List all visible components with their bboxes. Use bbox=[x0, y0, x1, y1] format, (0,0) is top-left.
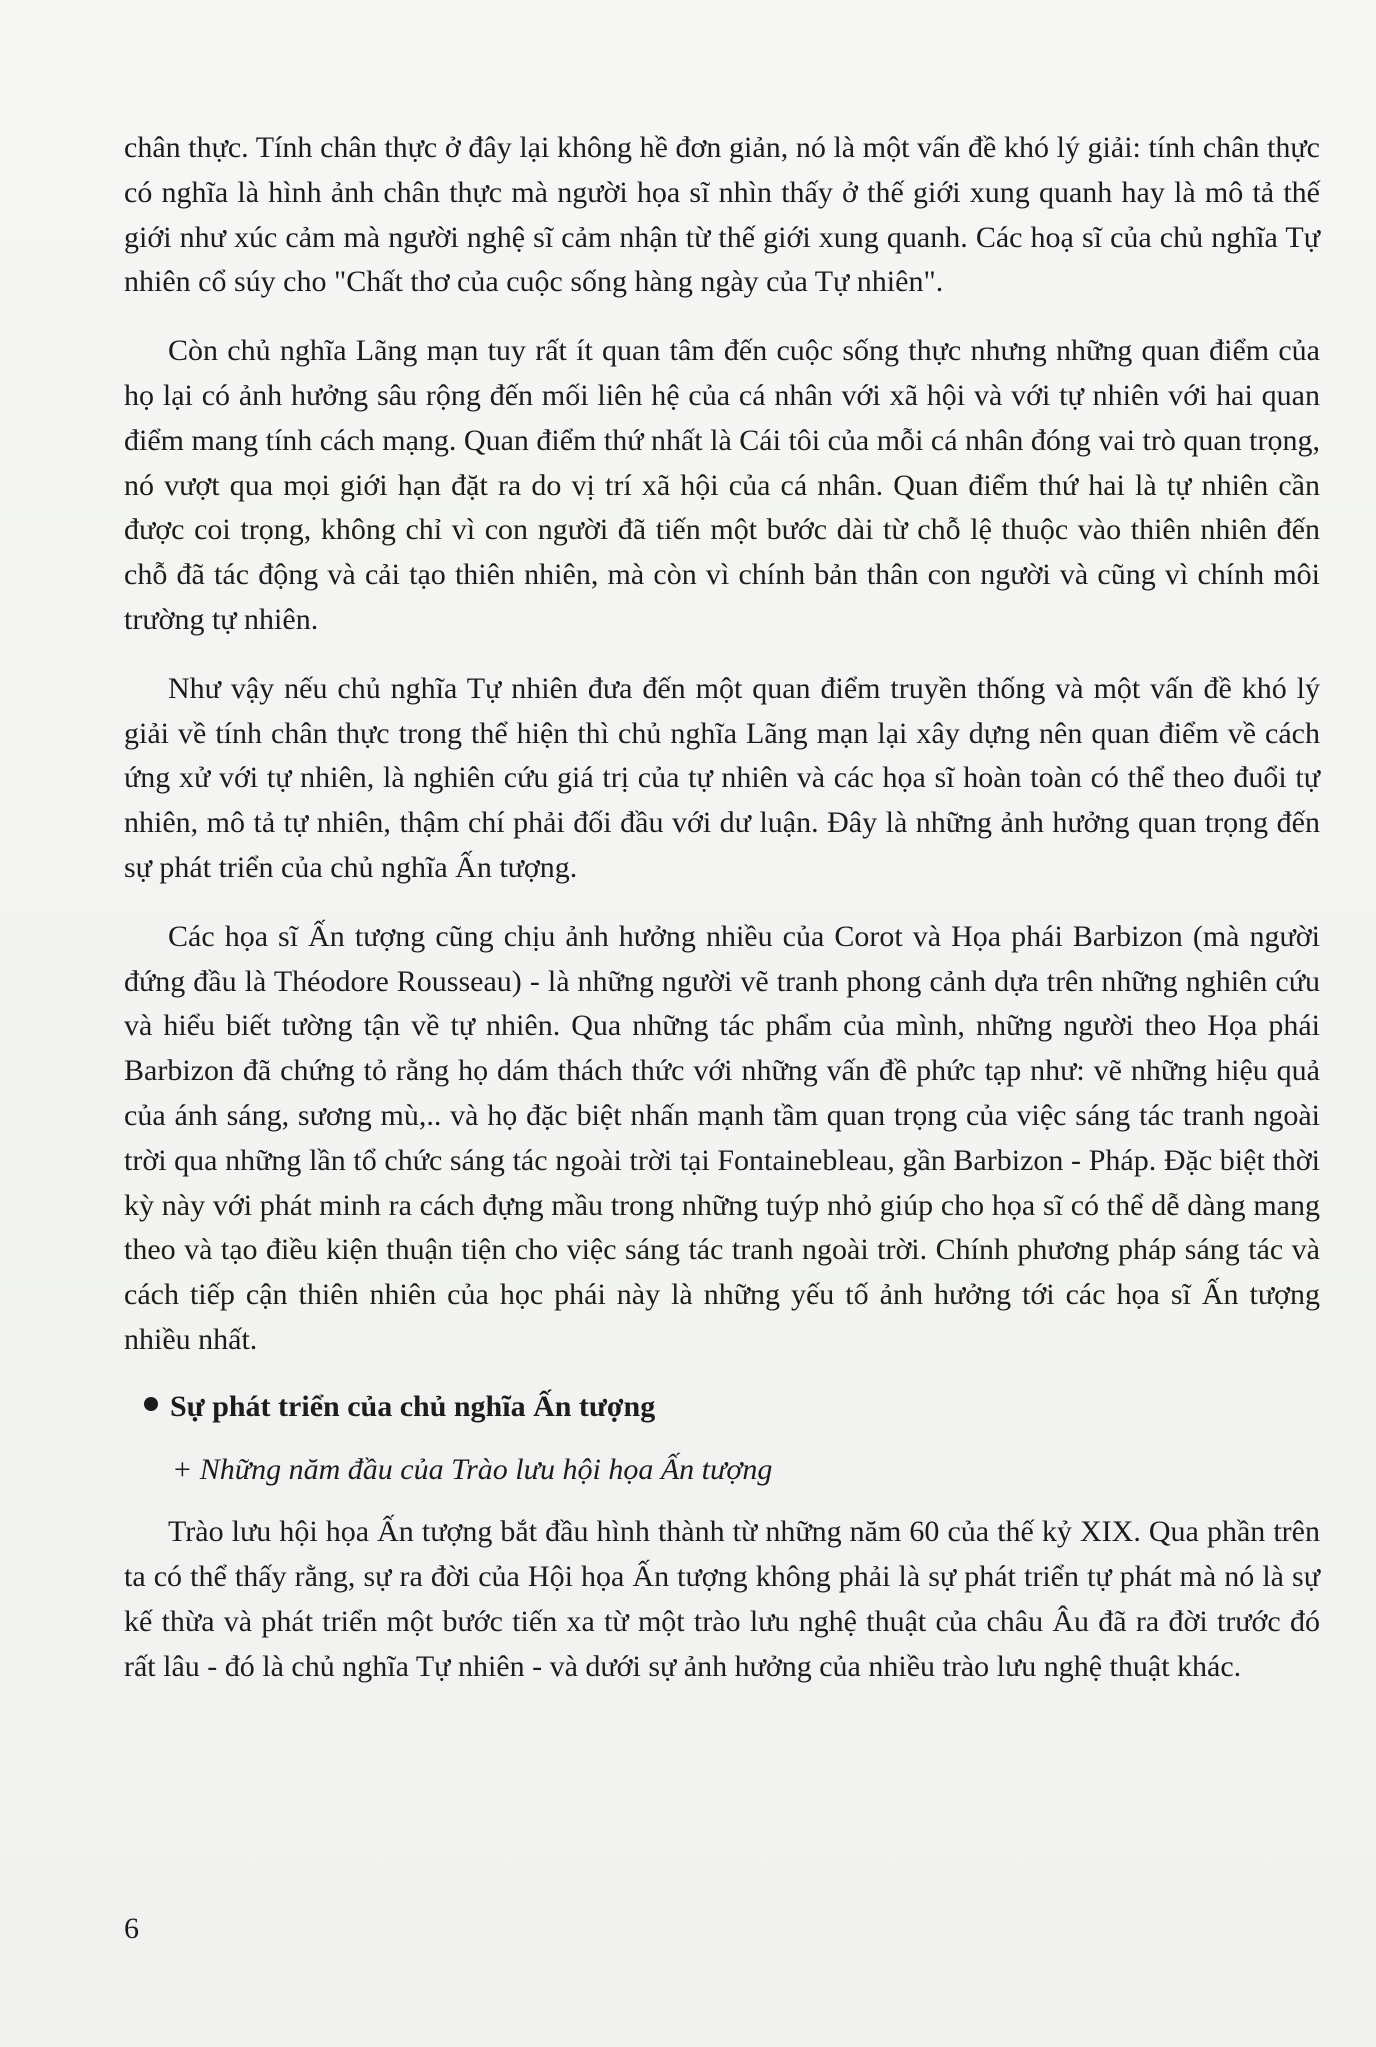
subheading: + Những năm đầu của Trào lưu hội họa Ấn tượng bbox=[172, 1452, 773, 1486]
paragraph-3: Như vậy nếu chủ nghĩa Tự nhiên đưa đến một quan điểm truyền thống và một vấn đề khó lý giải về tính chân thực trong thể hiện thì chủ nghĩa Lãng mạn lại xây dựng nên quan điểm về cách ứng xử với tự nhiên, là nghiên cứu giá trị của tự nhiên và các họa sĩ hoàn toàn có thể theo đuổi tự nhiên, mô tả tự nhiên, thậm chí phải đối đầu với dư luận. Đây là những ảnh hưởng quan trọng đến sự phát triển của chủ nghĩa Ấn tượng. bbox=[124, 671, 1320, 884]
paragraph-1: chân thực. Tính chân thực ở đây lại không hề đơn giản, nó là một vấn đề khó lý giải: tính chân thực có nghĩa là hình ảnh chân thực mà người họa sĩ nhìn thấy ở thế giới xung quanh hay là mô tả thế giới như xúc cảm mà người nghệ sĩ cảm nhận từ thế giới xung quanh. Các hoạ sĩ của chủ nghĩa Tự nhiên cổ súy cho "Chất thơ của cuộc sống hàng ngày của Tự nhiên". bbox=[124, 131, 1320, 299]
bullet-icon bbox=[144, 1397, 158, 1411]
page-body bbox=[124, 126, 1320, 1690]
paragraph-2: Còn chủ nghĩa Lãng mạn tuy rất ít quan tâm đến cuộc sống thực nhưng những quan điểm của họ lại có ảnh hưởng sâu rộng đến mối liên hệ của cá nhân với xã hội và với tự nhiên với hai quan điểm mang tính cách mạng. Quan điểm thứ nhất là Cái tôi của mỗi cá nhân đóng vai trò quan trọng, nó vượt qua mọi giới hạn đặt ra do vị trí xã hội của cá nhân. Quan điểm thứ hai là tự nhiên cần được coi trọng, không chỉ vì con người đã tiến một bước dài từ chỗ lệ thuộc vào thiên nhiên đến chỗ đã tác động và cải tạo thiên nhiên, mà còn vì chính bản thân con người và cũng vì chính môi trường tự nhiên. bbox=[124, 334, 1320, 636]
page-number: 6 bbox=[124, 1912, 139, 1945]
section-heading-text: Sự phát triển của chủ nghĩa Ấn tượng bbox=[170, 1389, 656, 1423]
paragraph-5: Trào lưu hội họa Ấn tượng bắt đầu hình thành từ những năm 60 của thế kỷ XIX. Qua phần trên ta có thể thấy rằng, sự ra đời của Hội họa Ấn tượng không phải là sự phát triển tự phát mà nó là sự kế thừa và phát triển một bước tiến xa từ một trào lưu nghệ thuật của châu Âu đã ra đời trước đó rất lâu - đó là chủ nghĩa Tự nhiên - và dưới sự ảnh hưởng của nhiều trào lưu nghệ thuật khác. bbox=[124, 1515, 1320, 1683]
paragraph-4: Các họa sĩ Ấn tượng cũng chịu ảnh hưởng nhiều của Corot và Họa phái Barbizon (mà người đứng đầu là Théodore Rousseau) - là những người vẽ tranh phong cảnh dựa trên những nghiên cứu và hiểu biết tường tận về tự nhiên. Qua những tác phẩm của mình, những người theo Họa phái Barbizon đã chứng tỏ rằng họ dám thách thức với những vấn đề phức tạp như: vẽ những hiệu quả của ánh sáng, sương mù,.. và họ đặc biệt nhấn mạnh tầm quan trọng của việc sáng tác tranh ngoài trời qua những lần tổ chức sáng tác ngoài trời tại Fontainebleau, gần Barbizon - Pháp. Đặc biệt thời kỳ này với phát minh ra cách đựng mầu trong những tuýp nhỏ giúp cho họa sĩ có thể dễ dàng mang theo và tạo điều kiện thuận tiện cho việc sáng tác tranh ngoài trời. Chính phương pháp sáng tác và cách tiếp cận thiên nhiên của học phái này là những yếu tố ảnh hưởng tới các họa sĩ Ấn tượng nhiều nhất. bbox=[124, 919, 1320, 1356]
section-heading bbox=[124, 1385, 1320, 1430]
